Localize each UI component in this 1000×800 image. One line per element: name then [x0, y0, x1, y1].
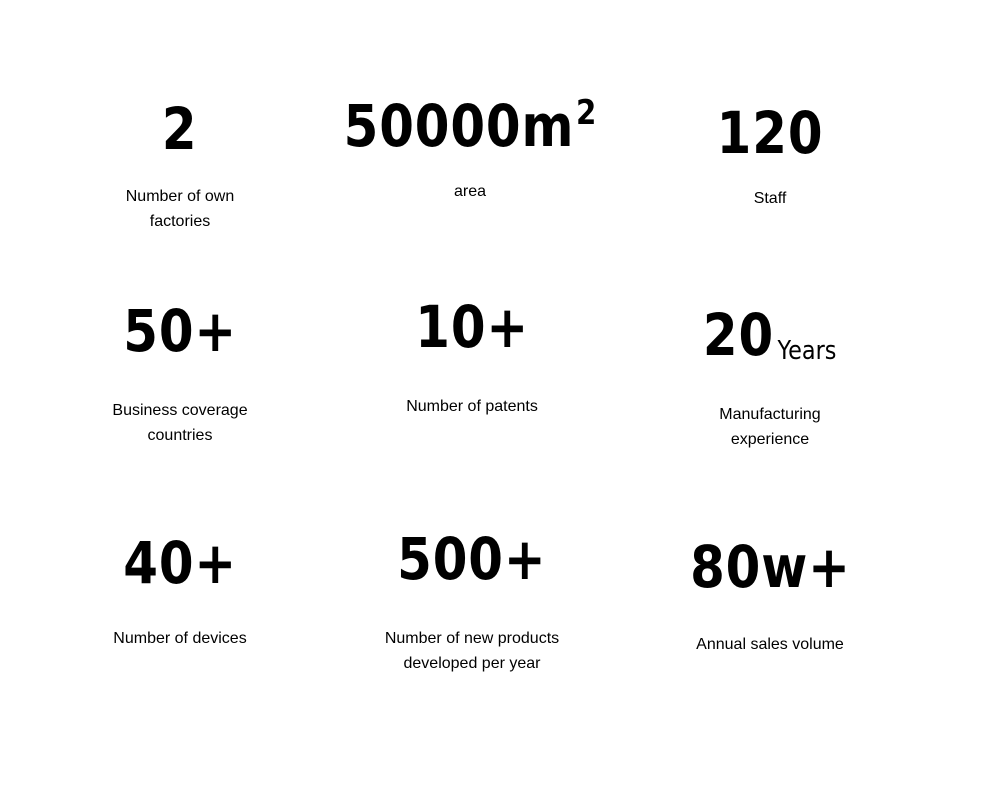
stat-value: 120	[716, 99, 824, 167]
stat-label: Number of new products developed per year	[384, 630, 560, 672]
stat-value	[703, 301, 837, 369]
stat-new-products	[322, 525, 622, 676]
stat-value-main: 20	[703, 301, 775, 369]
stat-label: Manufacturing experience	[719, 406, 821, 448]
stat-value-superscript: 2	[575, 93, 597, 133]
stat-label: Number of own factories	[125, 188, 235, 230]
stat-label: Annual sales volume	[696, 636, 844, 653]
stat-value: 40+	[123, 529, 237, 597]
stat-staff	[620, 99, 920, 211]
stat-value: 10+	[415, 293, 529, 361]
stat-patents	[322, 293, 622, 419]
stat-label: Number of devices	[113, 630, 247, 647]
stat-value: 2	[162, 95, 198, 163]
stat-devices	[30, 529, 330, 651]
stat-value-unit: Years	[777, 336, 837, 366]
stat-business-countries	[30, 297, 330, 448]
stat-value: 50+	[123, 297, 237, 365]
stat-area	[320, 92, 620, 204]
stat-label: Business coverage countries	[112, 402, 248, 444]
stat-label: area	[453, 183, 487, 200]
stat-own-factories	[30, 95, 330, 234]
stat-value	[343, 92, 597, 160]
stat-label: Staff	[753, 190, 787, 207]
stat-annual-sales	[620, 533, 920, 657]
stat-value: 500+	[397, 525, 547, 593]
stat-label: Number of patents	[406, 398, 538, 415]
stat-value-main: 50000m	[343, 92, 574, 160]
stat-value: 80w+	[689, 533, 851, 601]
stat-manufacturing-experience	[620, 301, 920, 452]
